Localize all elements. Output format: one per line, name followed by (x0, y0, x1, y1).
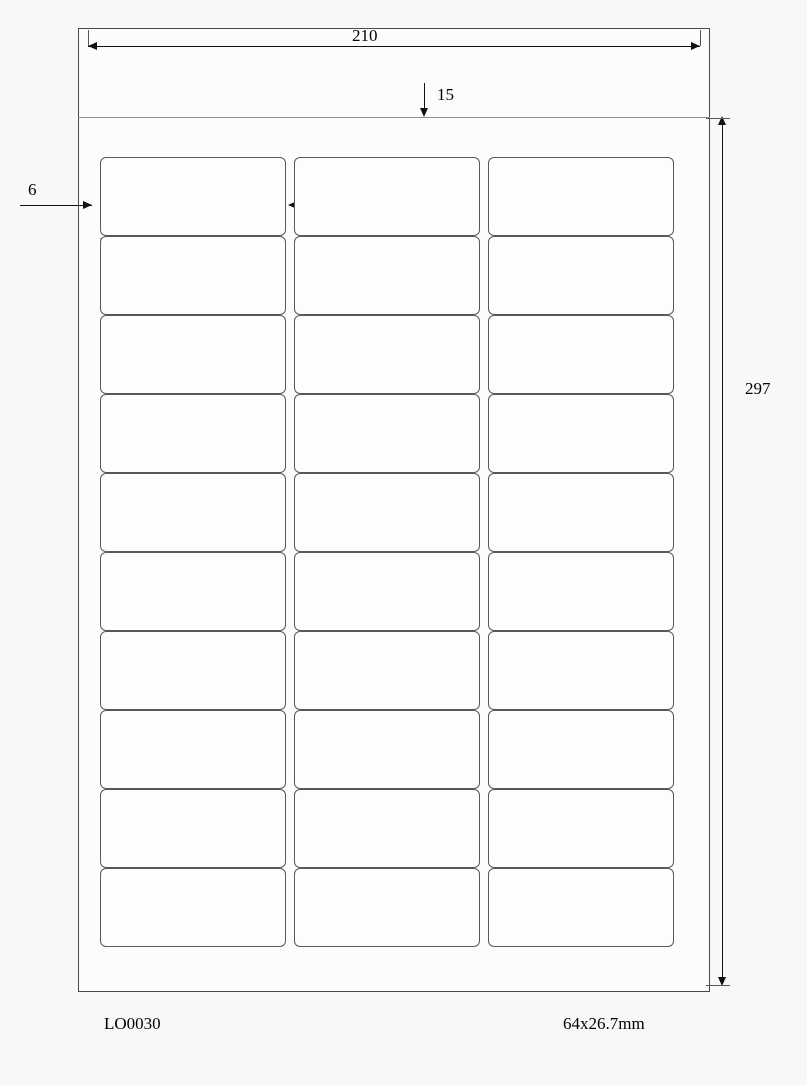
label-cell (488, 710, 674, 789)
label-cell (294, 789, 480, 868)
label-cell (488, 315, 674, 394)
label-cell (488, 394, 674, 473)
dimension-line-top-margin (424, 83, 425, 109)
label-cell (294, 473, 480, 552)
label-page-height: 297 (745, 379, 771, 398)
label-cell (294, 631, 480, 710)
label-cell (100, 868, 286, 947)
label-grid (100, 157, 674, 947)
label-cell (294, 236, 480, 315)
ext-page-width-right (700, 30, 701, 46)
label-cell (294, 868, 480, 947)
label-cell (294, 157, 480, 236)
label-page-width: 210 (352, 26, 378, 45)
arrow-page-width-left (88, 42, 97, 50)
label-cell (294, 552, 480, 631)
label-top-margin: 15 (437, 85, 454, 104)
label-cell (488, 473, 674, 552)
label-size-caption: 64x26.7mm (563, 1014, 645, 1033)
label-cell (100, 236, 286, 315)
label-cell (488, 789, 674, 868)
label-cell (488, 236, 674, 315)
label-cell (100, 315, 286, 394)
dimension-line-page-height (722, 118, 723, 984)
arrow-left-margin (83, 201, 92, 209)
label-cell (488, 631, 674, 710)
label-cell (100, 710, 286, 789)
label-cell (100, 473, 286, 552)
ext-page-height-bottom (706, 985, 730, 986)
dimension-line-page-width (88, 46, 700, 47)
label-cell (100, 157, 286, 236)
label-cell (488, 868, 674, 947)
label-cell (100, 789, 286, 868)
arrow-page-width-right (691, 42, 700, 50)
label-cell (488, 552, 674, 631)
label-left-margin: 6 (28, 180, 37, 199)
label-cell (294, 315, 480, 394)
label-cell (100, 631, 286, 710)
label-cell (294, 394, 480, 473)
label-cell (100, 394, 286, 473)
ext-page-height-top (706, 118, 730, 119)
ext-page-width-left (88, 30, 89, 46)
top-margin-guideline (78, 117, 710, 118)
product-code-caption: LO0030 (104, 1014, 161, 1033)
dimension-line-left-margin (20, 205, 92, 206)
label-cell (488, 157, 674, 236)
arrow-top-margin (420, 108, 428, 117)
label-cell (294, 710, 480, 789)
label-cell (100, 552, 286, 631)
